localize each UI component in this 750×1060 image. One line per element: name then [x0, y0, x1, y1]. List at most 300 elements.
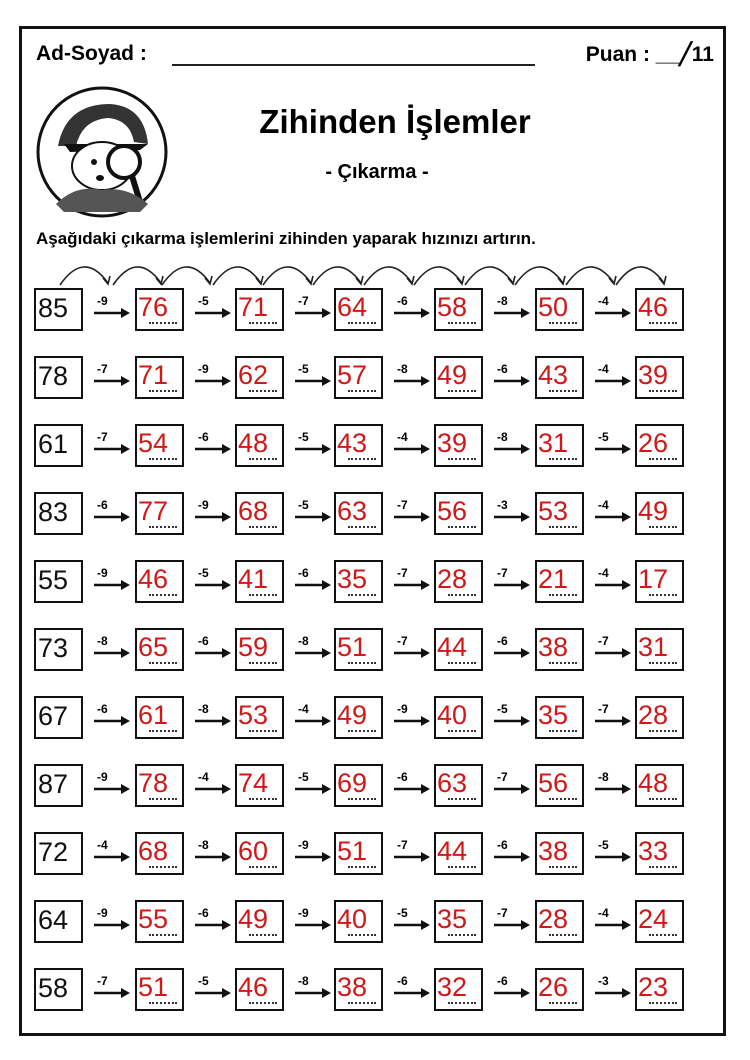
right-arrow-icon — [592, 511, 632, 523]
right-arrow-icon — [592, 647, 632, 659]
step-label: -8 — [397, 362, 408, 376]
start-box — [34, 900, 83, 943]
answer-box[interactable] — [635, 764, 684, 807]
answer-box[interactable] — [135, 764, 184, 807]
answer-number: 54 — [138, 428, 169, 458]
answer-number: 44 — [437, 836, 468, 866]
answer-dotted-line — [249, 730, 277, 732]
right-arrow-icon — [292, 307, 332, 319]
answer-dotted-line — [149, 1002, 177, 1004]
answer-number: 26 — [538, 972, 569, 1002]
instruction-text: Aşağıdaki çıkarma işlemlerini zihinden yaparak hızınızı artırın. — [36, 229, 536, 248]
answer-box[interactable] — [235, 424, 284, 467]
answer-box[interactable] — [535, 288, 584, 331]
subtraction-step — [91, 770, 135, 800]
answer-dotted-line — [249, 526, 277, 528]
answer-number: 32 — [437, 972, 468, 1002]
step-label: -5 — [298, 770, 309, 784]
answer-dotted-line — [348, 866, 376, 868]
step-label: -6 — [198, 634, 209, 648]
answer-number: 64 — [337, 292, 368, 322]
answer-box[interactable] — [434, 832, 483, 875]
start-box — [34, 696, 83, 739]
answer-number: 51 — [337, 836, 368, 866]
right-arrow-icon — [91, 783, 131, 795]
answer-dotted-line — [149, 458, 177, 460]
step-label: -5 — [198, 974, 209, 988]
answer-number: 35 — [437, 904, 468, 934]
answer-dotted-line — [649, 798, 677, 800]
answer-box[interactable] — [535, 764, 584, 807]
step-label: -4 — [598, 906, 609, 920]
subtraction-step — [491, 634, 535, 664]
answer-number: 53 — [538, 496, 569, 526]
answer-dotted-line — [549, 322, 577, 324]
step-label: -8 — [598, 770, 609, 784]
answer-number: 43 — [337, 428, 368, 458]
answer-box[interactable] — [334, 764, 383, 807]
answer-dotted-line — [348, 1002, 376, 1004]
answer-dotted-line — [348, 662, 376, 664]
right-arrow-icon — [192, 715, 232, 727]
answer-number: 46 — [638, 292, 669, 322]
answer-box[interactable] — [135, 696, 184, 739]
step-label: -8 — [198, 702, 209, 716]
right-arrow-icon — [391, 647, 431, 659]
answer-box[interactable] — [334, 356, 383, 399]
step-label: -3 — [497, 498, 508, 512]
answer-box[interactable] — [334, 832, 383, 875]
step-label: -7 — [397, 498, 408, 512]
answer-box[interactable] — [635, 628, 684, 671]
right-arrow-icon — [592, 579, 632, 591]
answer-dotted-line — [249, 594, 277, 596]
step-label: -7 — [598, 702, 609, 716]
answer-box[interactable] — [535, 492, 584, 535]
subtraction-step — [391, 906, 435, 936]
answer-box[interactable] — [535, 696, 584, 739]
start-number: 78 — [38, 361, 69, 391]
answer-dotted-line — [649, 1002, 677, 1004]
step-label: -7 — [497, 770, 508, 784]
answer-dotted-line — [649, 322, 677, 324]
step-label: -5 — [298, 430, 309, 444]
subtraction-step — [292, 362, 336, 392]
subtraction-step — [592, 294, 636, 324]
step-label: -9 — [97, 906, 108, 920]
subtraction-step — [91, 974, 135, 1004]
right-arrow-icon — [192, 647, 232, 659]
step-label: -6 — [397, 974, 408, 988]
right-arrow-icon — [292, 443, 332, 455]
subtraction-step — [292, 974, 336, 1004]
answer-box[interactable] — [334, 288, 383, 331]
right-arrow-icon — [192, 511, 232, 523]
right-arrow-icon — [491, 307, 531, 319]
answer-dotted-line — [348, 730, 376, 732]
right-arrow-icon — [91, 511, 131, 523]
right-arrow-icon — [491, 647, 531, 659]
right-arrow-icon — [391, 715, 431, 727]
answer-dotted-line — [149, 934, 177, 936]
right-arrow-icon — [391, 919, 431, 931]
step-label: -7 — [97, 430, 108, 444]
step-label: -4 — [598, 362, 609, 376]
subtraction-step — [192, 430, 236, 460]
step-label: -4 — [598, 566, 609, 580]
subtraction-step — [491, 838, 535, 868]
answer-dotted-line — [448, 662, 476, 664]
subtraction-step — [491, 294, 535, 324]
right-arrow-icon — [391, 783, 431, 795]
subtraction-step — [391, 974, 435, 1004]
step-label: -7 — [298, 294, 309, 308]
subtraction-step — [491, 906, 535, 936]
answer-box[interactable] — [135, 560, 184, 603]
step-label: -5 — [198, 566, 209, 580]
answer-dotted-line — [448, 934, 476, 936]
subtraction-step — [91, 498, 135, 528]
right-arrow-icon — [592, 987, 632, 999]
step-label: -4 — [97, 838, 108, 852]
answer-dotted-line — [448, 730, 476, 732]
answer-number: 68 — [238, 496, 269, 526]
answer-box[interactable] — [235, 968, 284, 1011]
step-label: -4 — [598, 294, 609, 308]
subtraction-step — [491, 566, 535, 596]
answer-number: 63 — [337, 496, 368, 526]
answer-dotted-line — [649, 866, 677, 868]
right-arrow-icon — [192, 851, 232, 863]
answer-number: 65 — [138, 632, 169, 662]
subtraction-step — [292, 906, 336, 936]
answer-dotted-line — [649, 458, 677, 460]
step-label: -5 — [598, 838, 609, 852]
answer-box[interactable] — [635, 900, 684, 943]
answer-box[interactable] — [334, 696, 383, 739]
start-number: 87 — [38, 769, 69, 799]
step-label: -7 — [397, 838, 408, 852]
answer-dotted-line — [149, 662, 177, 664]
right-arrow-icon — [592, 919, 632, 931]
answer-box[interactable] — [434, 968, 483, 1011]
subtraction-step — [192, 566, 236, 596]
subtraction-step — [292, 498, 336, 528]
answer-number: 44 — [437, 632, 468, 662]
start-box — [34, 832, 83, 875]
score-label: Puan : __╱11 — [585, 43, 714, 66]
answer-number: 35 — [337, 564, 368, 594]
right-arrow-icon — [491, 375, 531, 387]
answer-box[interactable] — [635, 492, 684, 535]
answer-box[interactable] — [235, 764, 284, 807]
answer-box[interactable] — [635, 560, 684, 603]
step-label: -9 — [97, 294, 108, 308]
subtraction-step — [292, 566, 336, 596]
right-arrow-icon — [192, 307, 232, 319]
answer-number: 58 — [437, 292, 468, 322]
answer-box[interactable] — [434, 764, 483, 807]
answer-box[interactable] — [235, 832, 284, 875]
step-label: -9 — [298, 906, 309, 920]
right-arrow-icon — [491, 987, 531, 999]
answer-box[interactable] — [334, 968, 383, 1011]
answer-number: 71 — [138, 360, 169, 390]
answer-number: 39 — [638, 360, 669, 390]
right-arrow-icon — [491, 851, 531, 863]
answer-dotted-line — [249, 798, 277, 800]
answer-box[interactable] — [235, 288, 284, 331]
answer-number: 28 — [638, 700, 669, 730]
subtraction-step — [391, 634, 435, 664]
answer-box[interactable] — [235, 560, 284, 603]
subtraction-step — [491, 974, 535, 1004]
answer-number: 61 — [138, 700, 169, 730]
right-arrow-icon — [391, 307, 431, 319]
answer-number: 68 — [138, 836, 169, 866]
answer-number: 49 — [437, 360, 468, 390]
answer-box[interactable] — [635, 696, 684, 739]
answer-dotted-line — [249, 934, 277, 936]
answer-box[interactable] — [535, 900, 584, 943]
answer-dotted-line — [549, 934, 577, 936]
answer-dotted-line — [348, 594, 376, 596]
step-label: -4 — [397, 430, 408, 444]
right-arrow-icon — [192, 987, 232, 999]
step-label: -6 — [97, 702, 108, 716]
answer-dotted-line — [149, 866, 177, 868]
answer-dotted-line — [149, 594, 177, 596]
answer-dotted-line — [448, 322, 476, 324]
answer-box[interactable] — [635, 424, 684, 467]
step-label: -5 — [497, 702, 508, 716]
right-arrow-icon — [391, 375, 431, 387]
answer-box[interactable] — [334, 492, 383, 535]
answer-box[interactable] — [635, 968, 684, 1011]
answer-box[interactable] — [535, 560, 584, 603]
answer-number: 24 — [638, 904, 669, 934]
step-label: -6 — [198, 906, 209, 920]
answer-box[interactable] — [535, 356, 584, 399]
answer-number: 48 — [238, 428, 269, 458]
answer-box[interactable] — [535, 628, 584, 671]
right-arrow-icon — [192, 579, 232, 591]
answer-dotted-line — [149, 526, 177, 528]
subtraction-step — [592, 838, 636, 868]
answer-number: 57 — [337, 360, 368, 390]
answer-number: 56 — [538, 768, 569, 798]
answer-dotted-line — [549, 1002, 577, 1004]
step-label: -9 — [97, 770, 108, 784]
answer-number: 50 — [538, 292, 569, 322]
right-arrow-icon — [592, 715, 632, 727]
answer-box[interactable] — [235, 356, 284, 399]
answer-box[interactable] — [135, 628, 184, 671]
answer-box[interactable] — [235, 492, 284, 535]
answer-box[interactable] — [235, 900, 284, 943]
step-label: -7 — [598, 634, 609, 648]
right-arrow-icon — [391, 511, 431, 523]
answer-number: 28 — [538, 904, 569, 934]
answer-box[interactable] — [334, 628, 383, 671]
answer-box[interactable] — [535, 424, 584, 467]
answer-box[interactable] — [434, 356, 483, 399]
start-number: 67 — [38, 701, 69, 731]
answer-dotted-line — [448, 798, 476, 800]
start-number: 64 — [38, 905, 69, 935]
right-arrow-icon — [491, 919, 531, 931]
step-label: -9 — [198, 362, 209, 376]
subtraction-step — [391, 702, 435, 732]
subtraction-step — [592, 974, 636, 1004]
answer-dotted-line — [549, 390, 577, 392]
subtraction-step — [292, 634, 336, 664]
right-arrow-icon — [491, 443, 531, 455]
right-arrow-icon — [391, 851, 431, 863]
answer-box[interactable] — [434, 560, 483, 603]
answer-dotted-line — [549, 798, 577, 800]
answer-number: 21 — [538, 564, 569, 594]
answer-box[interactable] — [135, 424, 184, 467]
step-label: -6 — [497, 838, 508, 852]
step-label: -9 — [397, 702, 408, 716]
answer-number: 31 — [638, 632, 669, 662]
answer-dotted-line — [549, 458, 577, 460]
answer-number: 40 — [337, 904, 368, 934]
answer-box[interactable] — [434, 424, 483, 467]
answer-dotted-line — [649, 662, 677, 664]
answer-box[interactable] — [235, 696, 284, 739]
subtraction-step — [491, 770, 535, 800]
answer-dotted-line — [348, 798, 376, 800]
page-subtitle: - Çıkarma - — [325, 161, 429, 183]
answer-box[interactable] — [635, 832, 684, 875]
answer-box[interactable] — [334, 424, 383, 467]
right-arrow-icon — [592, 375, 632, 387]
step-label: -7 — [397, 566, 408, 580]
start-number: 58 — [38, 973, 69, 1003]
answer-box[interactable] — [135, 900, 184, 943]
answer-box[interactable] — [635, 288, 684, 331]
right-arrow-icon — [491, 579, 531, 591]
start-box — [34, 968, 83, 1011]
right-arrow-icon — [292, 579, 332, 591]
answer-number: 38 — [538, 836, 569, 866]
answer-box[interactable] — [434, 628, 483, 671]
step-label: -8 — [298, 974, 309, 988]
step-label: -4 — [198, 770, 209, 784]
subtraction-step — [391, 430, 435, 460]
step-label: -6 — [397, 294, 408, 308]
subtraction-step — [192, 838, 236, 868]
answer-dotted-line — [448, 458, 476, 460]
answer-number: 51 — [337, 632, 368, 662]
start-box — [34, 764, 83, 807]
answer-number: 38 — [337, 972, 368, 1002]
subtraction-step — [592, 498, 636, 528]
answer-number: 35 — [538, 700, 569, 730]
answer-box[interactable] — [334, 900, 383, 943]
subtraction-step — [592, 362, 636, 392]
answer-box[interactable] — [434, 288, 483, 331]
step-label: -9 — [298, 838, 309, 852]
answer-box[interactable] — [235, 628, 284, 671]
right-arrow-icon — [91, 919, 131, 931]
answer-number: 17 — [638, 564, 669, 594]
answer-dotted-line — [348, 322, 376, 324]
right-arrow-icon — [192, 375, 232, 387]
answer-box[interactable] — [434, 696, 483, 739]
step-label: -4 — [298, 702, 309, 716]
answer-number: 76 — [138, 292, 169, 322]
answer-number: 33 — [638, 836, 669, 866]
subtraction-step — [391, 838, 435, 868]
answer-dotted-line — [649, 390, 677, 392]
step-label: -8 — [198, 838, 209, 852]
answer-box[interactable] — [135, 832, 184, 875]
answer-box[interactable] — [434, 492, 483, 535]
step-label: -5 — [198, 294, 209, 308]
answer-dotted-line — [249, 458, 277, 460]
answer-dotted-line — [348, 458, 376, 460]
step-label: -7 — [97, 362, 108, 376]
subtraction-step — [192, 906, 236, 936]
step-label: -6 — [497, 362, 508, 376]
right-arrow-icon — [391, 579, 431, 591]
answer-dotted-line — [149, 322, 177, 324]
subtraction-step — [192, 362, 236, 392]
subtraction-step — [592, 566, 636, 596]
answer-box[interactable] — [334, 560, 383, 603]
answer-box[interactable] — [135, 968, 184, 1011]
answer-box[interactable] — [135, 356, 184, 399]
subtraction-step — [592, 430, 636, 460]
subtraction-step — [391, 770, 435, 800]
answer-number: 49 — [337, 700, 368, 730]
answer-box[interactable] — [535, 832, 584, 875]
step-label: -5 — [298, 362, 309, 376]
step-label: -4 — [598, 498, 609, 512]
answer-number: 28 — [437, 564, 468, 594]
answer-number: 41 — [238, 564, 269, 594]
subtraction-step — [91, 838, 135, 868]
right-arrow-icon — [292, 375, 332, 387]
answer-number: 51 — [138, 972, 169, 1002]
step-label: -5 — [397, 906, 408, 920]
answer-box[interactable] — [635, 356, 684, 399]
answer-box[interactable] — [135, 492, 184, 535]
start-number: 55 — [38, 565, 69, 595]
answer-box[interactable] — [135, 288, 184, 331]
answer-box[interactable] — [535, 968, 584, 1011]
answer-box[interactable] — [434, 900, 483, 943]
subtraction-step — [192, 702, 236, 732]
subtraction-step — [491, 702, 535, 732]
subtraction-step — [192, 634, 236, 664]
answer-number: 38 — [538, 632, 569, 662]
right-arrow-icon — [592, 443, 632, 455]
answer-dotted-line — [348, 390, 376, 392]
subtraction-step — [391, 362, 435, 392]
subtraction-step — [91, 702, 135, 732]
answer-number: 69 — [337, 768, 368, 798]
subtraction-step — [192, 770, 236, 800]
start-box — [34, 356, 83, 399]
answer-dotted-line — [649, 526, 677, 528]
subtraction-step — [192, 294, 236, 324]
subtraction-step — [192, 974, 236, 1004]
step-label: -7 — [497, 566, 508, 580]
